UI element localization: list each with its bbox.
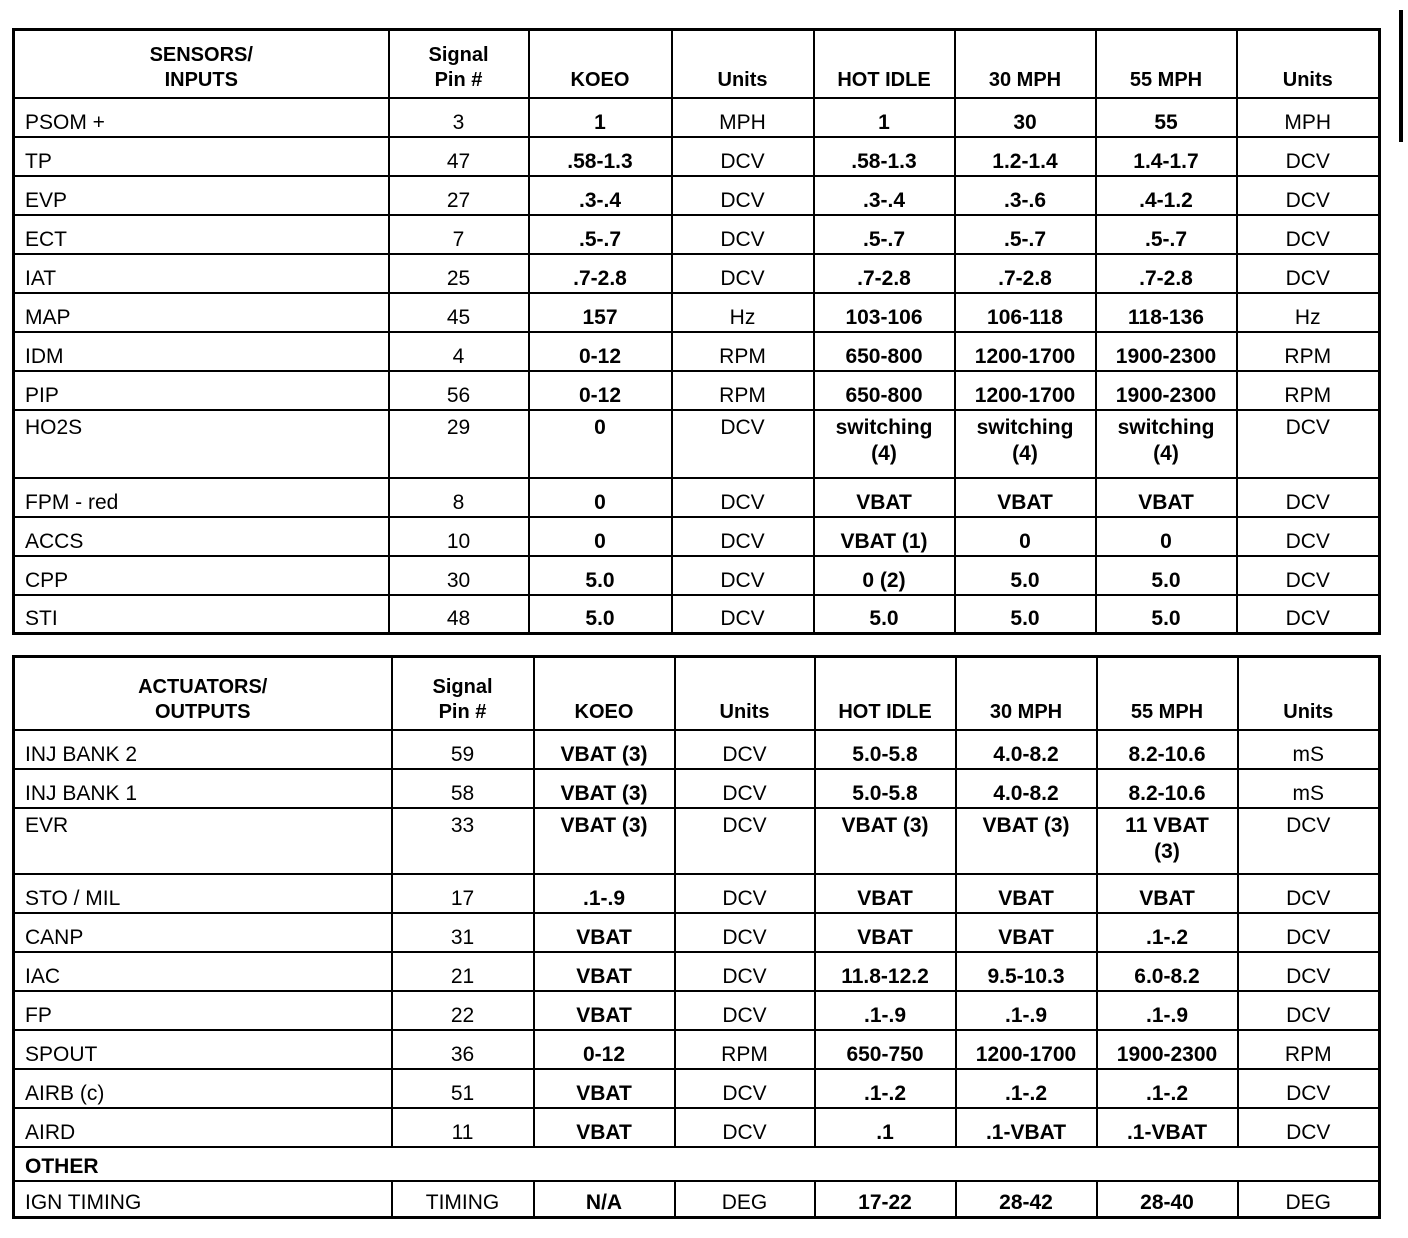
cell-name: EVP bbox=[14, 176, 389, 215]
cell-signal-pin: 21 bbox=[392, 952, 534, 991]
cell-koeo: 157 bbox=[529, 293, 672, 332]
cell-hot-idle: 17-22 bbox=[815, 1181, 956, 1218]
cell-units-2: mS bbox=[1238, 769, 1380, 808]
table-row bbox=[14, 769, 1380, 808]
cell-units-2: RPM bbox=[1238, 1030, 1380, 1069]
table-row bbox=[14, 991, 1380, 1030]
cell-hot-idle: .58-1.3 bbox=[814, 137, 955, 176]
cell-units: DCV bbox=[672, 215, 814, 254]
cell-hot-idle: 650-750 bbox=[815, 1030, 956, 1069]
cell-units-2: DCV bbox=[1238, 913, 1380, 952]
cell-55-mph: 6.0-8.2 bbox=[1097, 952, 1238, 991]
cell-signal-pin: 59 bbox=[392, 730, 534, 769]
cell-hot-idle: VBAT bbox=[815, 913, 956, 952]
cell-name: CANP bbox=[14, 913, 392, 952]
cell-30-mph: VBAT bbox=[956, 874, 1097, 913]
cell-units: DCV bbox=[675, 769, 815, 808]
table-row bbox=[14, 410, 1380, 478]
cell-30-mph: 5.0 bbox=[955, 556, 1096, 595]
cell-units-2: DCV bbox=[1238, 1069, 1380, 1108]
cell-hot-idle: switching (4) bbox=[814, 410, 955, 478]
table-row bbox=[14, 215, 1380, 254]
cell-hot-idle: 1 bbox=[814, 98, 955, 137]
cell-30-mph: 9.5-10.3 bbox=[956, 952, 1097, 991]
cell-signal-pin: 47 bbox=[389, 137, 529, 176]
col-header-units: Units bbox=[672, 30, 814, 98]
cell-units: RPM bbox=[675, 1030, 815, 1069]
cell-units: DCV bbox=[675, 1069, 815, 1108]
table-row bbox=[14, 913, 1380, 952]
cell-units: DCV bbox=[672, 410, 814, 478]
cell-signal-pin: 4 bbox=[389, 332, 529, 371]
cell-hot-idle: 11.8-12.2 bbox=[815, 952, 956, 991]
cell-units-2: DEG bbox=[1238, 1181, 1380, 1218]
cell-koeo: VBAT (3) bbox=[534, 808, 675, 874]
cell-koeo: 5.0 bbox=[529, 556, 672, 595]
cell-units: DCV bbox=[672, 517, 814, 556]
cell-55-mph: 5.0 bbox=[1096, 595, 1237, 634]
cell-signal-pin: 33 bbox=[392, 808, 534, 874]
cell-units-2: DCV bbox=[1237, 595, 1380, 634]
cell-name: TP bbox=[14, 137, 389, 176]
cell-signal-pin: 29 bbox=[389, 410, 529, 478]
cell-units-2: DCV bbox=[1237, 176, 1380, 215]
cell-55-mph: 8.2-10.6 bbox=[1097, 730, 1238, 769]
cell-units: RPM bbox=[672, 332, 814, 371]
cell-hot-idle: .1-.2 bbox=[815, 1069, 956, 1108]
cell-signal-pin: 48 bbox=[389, 595, 529, 634]
cell-name: CPP bbox=[14, 556, 389, 595]
cell-units: MPH bbox=[672, 98, 814, 137]
cell-signal-pin: 11 bbox=[392, 1108, 534, 1147]
sensors-inputs-table bbox=[12, 28, 1381, 635]
table-row bbox=[14, 332, 1380, 371]
cell-units: DEG bbox=[675, 1181, 815, 1218]
col-header-units-2: Units bbox=[1237, 30, 1380, 98]
cell-units-2: DCV bbox=[1237, 556, 1380, 595]
cell-hot-idle: 5.0-5.8 bbox=[815, 769, 956, 808]
cell-30-mph: 1200-1700 bbox=[955, 371, 1096, 410]
cell-30-mph: 106-118 bbox=[955, 293, 1096, 332]
cell-hot-idle: VBAT (3) bbox=[815, 808, 956, 874]
cell-units-2: DCV bbox=[1237, 254, 1380, 293]
cell-hot-idle: VBAT (1) bbox=[814, 517, 955, 556]
col-header-sensors: SENSORS/ INPUTS bbox=[14, 30, 389, 98]
cell-name: FP bbox=[14, 991, 392, 1030]
cell-signal-pin: 45 bbox=[389, 293, 529, 332]
cell-55-mph: 1900-2300 bbox=[1096, 371, 1237, 410]
cell-units-2: DCV bbox=[1238, 808, 1380, 874]
cell-units-2: DCV bbox=[1237, 215, 1380, 254]
cell-units: Hz bbox=[672, 293, 814, 332]
cell-30-mph: VBAT bbox=[956, 913, 1097, 952]
cell-name: IAC bbox=[14, 952, 392, 991]
table-row bbox=[14, 595, 1380, 634]
cell-55-mph: .1-.9 bbox=[1097, 991, 1238, 1030]
cell-55-mph: 118-136 bbox=[1096, 293, 1237, 332]
cell-units-2: mS bbox=[1238, 730, 1380, 769]
cell-koeo: 0-12 bbox=[534, 1030, 675, 1069]
cell-units: DCV bbox=[675, 952, 815, 991]
col-header-30-mph: 30 MPH bbox=[956, 657, 1097, 730]
col-header-signal-pin: Signal Pin # bbox=[389, 30, 529, 98]
cell-signal-pin: 27 bbox=[389, 176, 529, 215]
cell-signal-pin: 8 bbox=[389, 478, 529, 517]
cell-units-2: RPM bbox=[1237, 332, 1380, 371]
cell-55-mph: 11 VBAT (3) bbox=[1097, 808, 1238, 874]
cell-koeo: .5-.7 bbox=[529, 215, 672, 254]
cell-units-2: DCV bbox=[1238, 952, 1380, 991]
cell-name: AIRD bbox=[14, 1108, 392, 1147]
cell-units: DCV bbox=[675, 808, 815, 874]
cell-55-mph: VBAT bbox=[1096, 478, 1237, 517]
col-header-koeo: KOEO bbox=[534, 657, 675, 730]
cell-30-mph: 1200-1700 bbox=[956, 1030, 1097, 1069]
margin-mark bbox=[1399, 10, 1403, 142]
cell-units: DCV bbox=[672, 176, 814, 215]
cell-signal-pin: 7 bbox=[389, 215, 529, 254]
cell-koeo: .3-.4 bbox=[529, 176, 672, 215]
cell-30-mph: 1.2-1.4 bbox=[955, 137, 1096, 176]
cell-koeo: VBAT bbox=[534, 952, 675, 991]
cell-signal-pin: 36 bbox=[392, 1030, 534, 1069]
table-row bbox=[14, 98, 1380, 137]
cell-units: DCV bbox=[675, 991, 815, 1030]
cell-signal-pin: 56 bbox=[389, 371, 529, 410]
cell-55-mph: 1.4-1.7 bbox=[1096, 137, 1237, 176]
cell-30-mph: .5-.7 bbox=[955, 215, 1096, 254]
cell-30-mph: .1-.9 bbox=[956, 991, 1097, 1030]
table-row bbox=[14, 1108, 1380, 1147]
cell-units-2: MPH bbox=[1237, 98, 1380, 137]
cell-koeo: 1 bbox=[529, 98, 672, 137]
table-row bbox=[14, 293, 1380, 332]
cell-units: DCV bbox=[672, 556, 814, 595]
cell-30-mph: 4.0-8.2 bbox=[956, 730, 1097, 769]
cell-name: INJ BANK 1 bbox=[14, 769, 392, 808]
cell-name: PIP bbox=[14, 371, 389, 410]
cell-units-2: DCV bbox=[1237, 517, 1380, 556]
col-header-koeo: KOEO bbox=[529, 30, 672, 98]
cell-55-mph: 28-40 bbox=[1097, 1181, 1238, 1218]
sensors-header-row bbox=[14, 30, 1380, 98]
cell-55-mph: 1900-2300 bbox=[1097, 1030, 1238, 1069]
cell-koeo: 5.0 bbox=[529, 595, 672, 634]
cell-55-mph: 55 bbox=[1096, 98, 1237, 137]
cell-units: DCV bbox=[672, 137, 814, 176]
cell-units: DCV bbox=[672, 254, 814, 293]
col-header-hot-idle: HOT IDLE bbox=[815, 657, 956, 730]
table-row bbox=[14, 176, 1380, 215]
cell-signal-pin: TIMING bbox=[392, 1181, 534, 1218]
cell-name: STO / MIL bbox=[14, 874, 392, 913]
other-section-row bbox=[14, 1147, 1380, 1181]
col-header-units-2: Units bbox=[1238, 657, 1380, 730]
cell-koeo: 0 bbox=[529, 410, 672, 478]
cell-55-mph: .4-1.2 bbox=[1096, 176, 1237, 215]
cell-signal-pin: 22 bbox=[392, 991, 534, 1030]
cell-signal-pin: 10 bbox=[389, 517, 529, 556]
cell-hot-idle: 0 (2) bbox=[814, 556, 955, 595]
cell-koeo: VBAT bbox=[534, 991, 675, 1030]
cell-koeo: N/A bbox=[534, 1181, 675, 1218]
cell-30-mph: VBAT (3) bbox=[956, 808, 1097, 874]
cell-signal-pin: 30 bbox=[389, 556, 529, 595]
cell-units: RPM bbox=[672, 371, 814, 410]
cell-55-mph: switching (4) bbox=[1096, 410, 1237, 478]
cell-55-mph: VBAT bbox=[1097, 874, 1238, 913]
table-row bbox=[14, 254, 1380, 293]
cell-name: IGN TIMING bbox=[14, 1181, 392, 1218]
cell-hot-idle: .1-.9 bbox=[815, 991, 956, 1030]
cell-koeo: .1-.9 bbox=[534, 874, 675, 913]
cell-30-mph: VBAT bbox=[955, 478, 1096, 517]
cell-name: ACCS bbox=[14, 517, 389, 556]
cell-units-2: Hz bbox=[1237, 293, 1380, 332]
cell-hot-idle: VBAT bbox=[815, 874, 956, 913]
cell-30-mph: 30 bbox=[955, 98, 1096, 137]
col-header-55-mph: 55 MPH bbox=[1097, 657, 1238, 730]
cell-name: STI bbox=[14, 595, 389, 634]
table-row bbox=[14, 874, 1380, 913]
table-row bbox=[14, 478, 1380, 517]
cell-units: DCV bbox=[672, 478, 814, 517]
cell-hot-idle: 5.0 bbox=[814, 595, 955, 634]
cell-30-mph: .1-VBAT bbox=[956, 1108, 1097, 1147]
col-header-actuators: ACTUATORS/ OUTPUTS bbox=[14, 657, 392, 730]
table-row bbox=[14, 1030, 1380, 1069]
cell-hot-idle: 650-800 bbox=[814, 332, 955, 371]
table-row bbox=[14, 730, 1380, 769]
cell-55-mph: .7-2.8 bbox=[1096, 254, 1237, 293]
cell-units-2: DCV bbox=[1237, 478, 1380, 517]
cell-koeo: 0 bbox=[529, 478, 672, 517]
actuators-header-row bbox=[14, 657, 1380, 730]
cell-units: DCV bbox=[672, 595, 814, 634]
cell-koeo: VBAT (3) bbox=[534, 730, 675, 769]
col-header-55-mph: 55 MPH bbox=[1096, 30, 1237, 98]
cell-55-mph: .1-.2 bbox=[1097, 1069, 1238, 1108]
cell-hot-idle: 5.0-5.8 bbox=[815, 730, 956, 769]
cell-30-mph: .7-2.8 bbox=[955, 254, 1096, 293]
cell-signal-pin: 3 bbox=[389, 98, 529, 137]
col-header-signal-pin: Signal Pin # bbox=[392, 657, 534, 730]
cell-30-mph: 5.0 bbox=[955, 595, 1096, 634]
cell-30-mph: .1-.2 bbox=[956, 1069, 1097, 1108]
cell-signal-pin: 51 bbox=[392, 1069, 534, 1108]
cell-30-mph: 0 bbox=[955, 517, 1096, 556]
cell-hot-idle: .7-2.8 bbox=[814, 254, 955, 293]
cell-name: INJ BANK 2 bbox=[14, 730, 392, 769]
cell-hot-idle: VBAT bbox=[814, 478, 955, 517]
table-row bbox=[14, 137, 1380, 176]
col-header-hot-idle: HOT IDLE bbox=[814, 30, 955, 98]
cell-units-2: DCV bbox=[1238, 991, 1380, 1030]
cell-koeo: VBAT bbox=[534, 913, 675, 952]
col-header-30-mph: 30 MPH bbox=[955, 30, 1096, 98]
cell-30-mph: switching (4) bbox=[955, 410, 1096, 478]
cell-55-mph: .1-VBAT bbox=[1097, 1108, 1238, 1147]
cell-hot-idle: .1 bbox=[815, 1108, 956, 1147]
cell-koeo: VBAT bbox=[534, 1069, 675, 1108]
other-section-label: OTHER bbox=[14, 1147, 1380, 1181]
cell-55-mph: .1-.2 bbox=[1097, 913, 1238, 952]
table-row bbox=[14, 517, 1380, 556]
cell-signal-pin: 17 bbox=[392, 874, 534, 913]
cell-55-mph: 0 bbox=[1096, 517, 1237, 556]
col-header-units: Units bbox=[675, 657, 815, 730]
cell-units-2: DCV bbox=[1237, 137, 1380, 176]
cell-koeo: VBAT bbox=[534, 1108, 675, 1147]
cell-name: EVR bbox=[14, 808, 392, 874]
cell-name: ECT bbox=[14, 215, 389, 254]
cell-units: DCV bbox=[675, 1108, 815, 1147]
cell-55-mph: 5.0 bbox=[1096, 556, 1237, 595]
cell-hot-idle: .5-.7 bbox=[814, 215, 955, 254]
cell-55-mph: 8.2-10.6 bbox=[1097, 769, 1238, 808]
cell-55-mph: 1900-2300 bbox=[1096, 332, 1237, 371]
actuators-outputs-table bbox=[12, 655, 1381, 1219]
cell-signal-pin: 31 bbox=[392, 913, 534, 952]
table-row bbox=[14, 1181, 1380, 1218]
cell-hot-idle: 103-106 bbox=[814, 293, 955, 332]
cell-koeo: 0-12 bbox=[529, 332, 672, 371]
cell-name: MAP bbox=[14, 293, 389, 332]
table-row bbox=[14, 1069, 1380, 1108]
cell-name: PSOM + bbox=[14, 98, 389, 137]
cell-30-mph: 4.0-8.2 bbox=[956, 769, 1097, 808]
table-row bbox=[14, 556, 1380, 595]
table-row bbox=[14, 808, 1380, 874]
cell-koeo: 0-12 bbox=[529, 371, 672, 410]
cell-30-mph: 28-42 bbox=[956, 1181, 1097, 1218]
cell-30-mph: .3-.6 bbox=[955, 176, 1096, 215]
cell-koeo: VBAT (3) bbox=[534, 769, 675, 808]
cell-name: FPM - red bbox=[14, 478, 389, 517]
cell-signal-pin: 58 bbox=[392, 769, 534, 808]
cell-55-mph: .5-.7 bbox=[1096, 215, 1237, 254]
cell-30-mph: 1200-1700 bbox=[955, 332, 1096, 371]
cell-name: IAT bbox=[14, 254, 389, 293]
cell-units-2: DCV bbox=[1237, 410, 1380, 478]
cell-hot-idle: .3-.4 bbox=[814, 176, 955, 215]
cell-name: AIRB (c) bbox=[14, 1069, 392, 1108]
cell-units: DCV bbox=[675, 874, 815, 913]
table-row bbox=[14, 371, 1380, 410]
cell-name: SPOUT bbox=[14, 1030, 392, 1069]
cell-units-2: RPM bbox=[1237, 371, 1380, 410]
cell-koeo: .58-1.3 bbox=[529, 137, 672, 176]
cell-koeo: 0 bbox=[529, 517, 672, 556]
cell-koeo: .7-2.8 bbox=[529, 254, 672, 293]
cell-units: DCV bbox=[675, 913, 815, 952]
cell-name: IDM bbox=[14, 332, 389, 371]
table-row bbox=[14, 952, 1380, 991]
cell-units-2: DCV bbox=[1238, 1108, 1380, 1147]
cell-units-2: DCV bbox=[1238, 874, 1380, 913]
cell-hot-idle: 650-800 bbox=[814, 371, 955, 410]
cell-name: HO2S bbox=[14, 410, 389, 478]
cell-signal-pin: 25 bbox=[389, 254, 529, 293]
cell-units: DCV bbox=[675, 730, 815, 769]
